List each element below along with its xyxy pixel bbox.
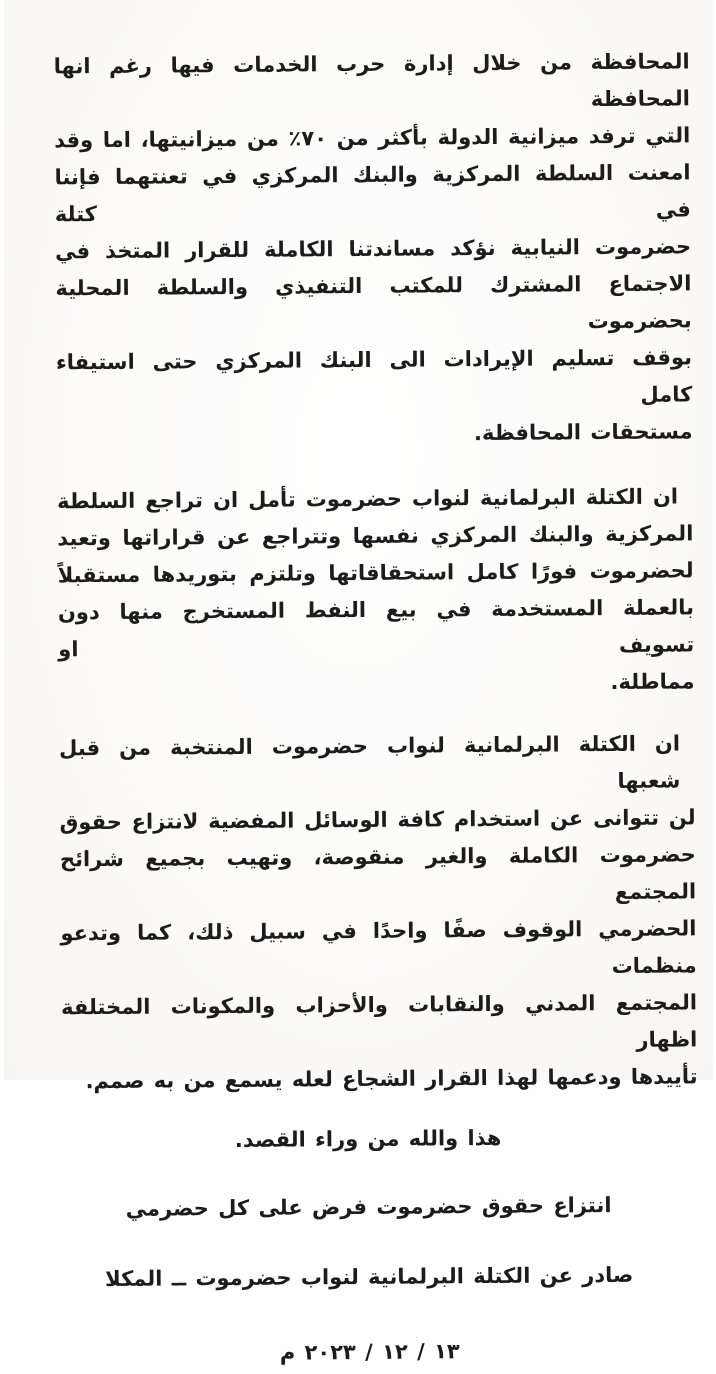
text-line: حضرموت النيابية نؤكد مساندتنا الكاملة للقرار المتخذ في <box>54 234 691 264</box>
paragraph-1 <box>53 43 692 455</box>
document-page <box>4 0 713 1365</box>
text-line: مستحقات المحافظة. <box>473 419 693 446</box>
date-line: ١٣ / ١٢ / ٢٠٢٣ م <box>279 1339 460 1365</box>
text-line: تأييدها ودعمها لهذا القرار الشجاع لعله يسمع من به صمم. <box>84 1064 698 1094</box>
paragraph-3 <box>58 725 697 1100</box>
text-line: امعنت السلطة المركزية والبنك المركزي في تعنتهما فإننا في كتلة <box>53 160 691 227</box>
text-line: لن تتوانى عن استخدام كافة الوسائل المفضية لانتزاع حقوق <box>59 805 696 835</box>
slogan-line: انتزاع حقوق حضرموت فرض على كل حضرمي <box>125 1193 612 1221</box>
text-line: بوقف تسليم الإيرادات الى البنك المركزي حتى استيفاء كامل <box>55 345 692 407</box>
text-line: حضرموت الكاملة والغير منقوصة، وتهيب بجميع شرائح المجتمع <box>59 842 696 904</box>
text-line: المحافظة من خلال إدارة حرب الخدمات فيها رغم انها المحافظة <box>53 49 690 112</box>
closing-section <box>61 1118 699 1373</box>
text-line: لحضرموت فورًا كامل استحقاقاتها وتلتزم بتوريدها مستقبلاً <box>57 558 694 588</box>
text-line: مماطلة. <box>609 669 695 695</box>
text-line: ان الكتلة البرلمانية لنواب حضرموت المنتخبة من قبل شعبها <box>58 731 680 793</box>
text-line: التي ترفد ميزانية الدولة بأكثر من ٧٠٪ من ميزانيتها، اما وقد <box>53 123 690 153</box>
text-line: الحضرمي الوقوف صفًا واحدًا في سبيل ذلك، كما وتدعو منظمات <box>59 916 697 979</box>
text-line: المركزية والبنك المركزي نفسها وتتراجع عن قراراتها وتعيد <box>56 521 693 551</box>
text-line: المجتمع المدني والنقابات والأحزاب والمكونات المختلفة اظهار <box>60 990 697 1052</box>
closing-dua-line: هذا والله من وراء القصد. <box>234 1125 501 1152</box>
paragraph-2 <box>56 478 694 705</box>
text-line: الاجتماع المشترك للمكتب التنفيذي والسلطة المحلية بحضرموت <box>54 271 692 334</box>
text-line: ان الكتلة البرلمانية لنواب حضرموت تأمل ان تراجع السلطة <box>56 484 678 514</box>
issuer-line: صادر عن الكتلة البرلمانية لنواب حضرموت ــ المكلا <box>104 1262 633 1292</box>
text-line: بالعملة المستخدمة في بيع النفط المستخرج منها دون تسويف او <box>57 595 694 662</box>
